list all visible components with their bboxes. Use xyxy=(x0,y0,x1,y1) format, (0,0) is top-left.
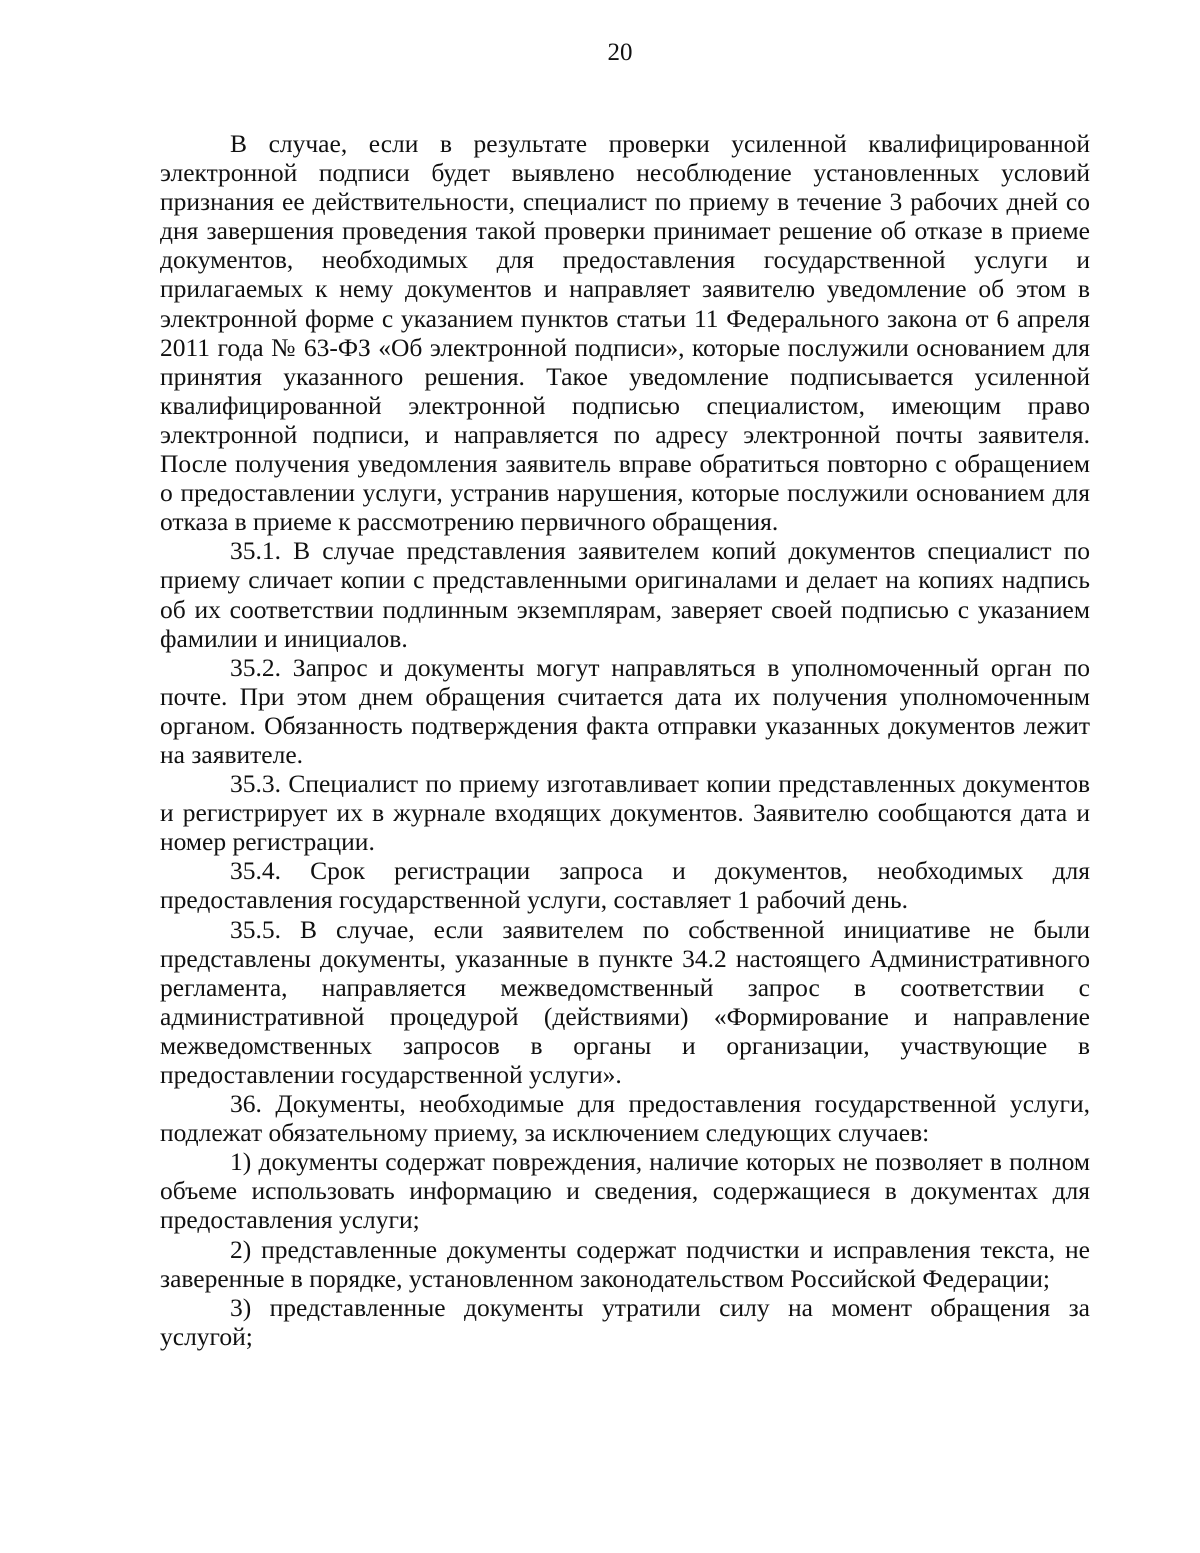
list-item-2: 2) представленные документы содержат подчистки и исправления текста, не заверенные в порядке, установленном законодательством Российской Федерации; xyxy=(160,1234,1090,1293)
paragraph-36: 36. Документы, необходимые для предоставления государственной услуги, подлежат обязательному приему, за исключением следующих случаев: xyxy=(160,1089,1090,1148)
paragraph-signature-check: В случае, если в результате проверки усиленной квалифицированной электронной подписи будет выявлено несоблюдение установленных условий признания ее действительности, специалист по приему в течение 3 рабочих дней со дня завершения проведения такой проверки принимает решение об отказе в приеме документов, необходимых для предоставления государственной услуги и прилагаемых к нему документов и направляет заявителю уведомление об этом в электронной форме с указанием пунктов статьи 11 Федерального закона от 6 апреля 2011 года № 63-ФЗ «Об электронной подписи», которые послужили основанием для принятия указанного решения. Такое уведомление подписывается усиленной квалифицированной электронной подписью специалистом, имеющим право электронной подписи, и направляется по адресу электронной почты заявителя. После получения уведомления заявитель вправе обратиться повторно с обращением о предоставлении услуги, устранив нарушения, которые послужили основанием для отказа в приеме к рассмотрению первичного обращения. xyxy=(160,129,1090,537)
list-item-1: 1) документы содержат повреждения, наличие которых не позволяет в полном объеме использовать информацию и сведения, содержащиеся в документах для предоставления услуги; xyxy=(160,1147,1090,1235)
paragraph-35-4: 35.4. Срок регистрации запроса и документов, необходимых для предоставления государственной услуги, составляет 1 рабочий день. xyxy=(160,856,1090,915)
paragraph-35-1: 35.1. В случае представления заявителем копий документов специалист по приему сличает копии с представленными оригиналами и делает на копиях надпись об их соответствии подлинным экземплярам, заверяет своей подписью с указанием фамилии и инициалов. xyxy=(160,536,1090,653)
list-item-3: 3) представленные документы утратили силу на момент обращения за услугой; xyxy=(160,1292,1090,1351)
document-body xyxy=(160,129,1090,1351)
paragraph-35-5: 35.5. В случае, если заявителем по собственной инициативе не были представлены документы, указанные в пункте 34.2 настоящего Административного регламента, направляется межведомственный запрос в соответствии с административной процедурой (действиями) «Формирование и направление межведомственных запросов в органы и организации, участвующие в предоставлении государственной услуги». xyxy=(160,914,1090,1089)
paragraph-35-2: 35.2. Запрос и документы могут направляться в уполномоченный орган по почте. При этом днем обращения считается дата их получения уполномоченным органом. Обязанность подтверждения факта отправки указанных документов лежит на заявителе. xyxy=(160,652,1090,769)
paragraph-35-3: 35.3. Специалист по приему изготавливает копии представленных документов и регистрирует их в журнале входящих документов. Заявителю сообщаются дата и номер регистрации. xyxy=(160,769,1090,857)
page-number: 20 xyxy=(607,39,633,66)
